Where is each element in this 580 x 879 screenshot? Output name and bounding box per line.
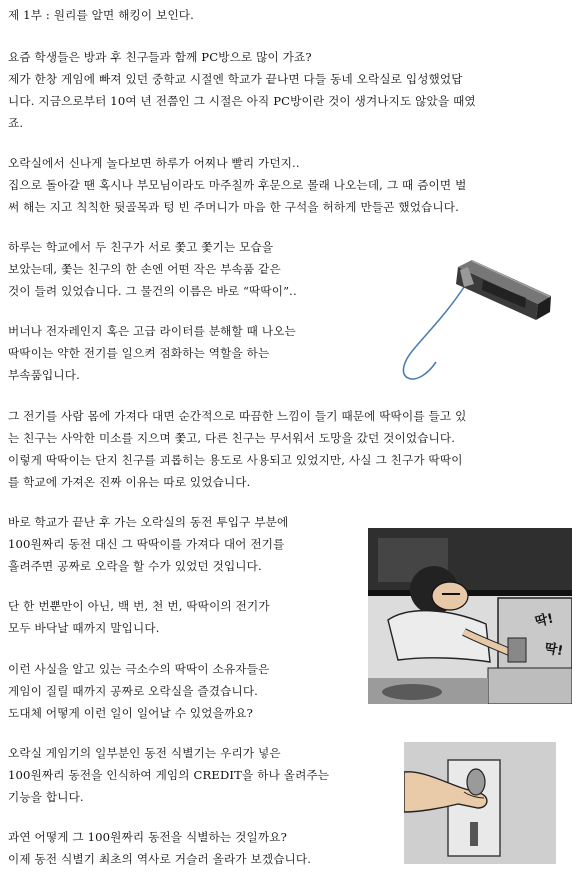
paragraph-10-line: 이제 동전 식별기 최초의 역사로 거슬러 올라가 보겠습니다. (8, 852, 312, 866)
paragraph-7-line: 모두 바닥날 때까지 말입니다. (8, 621, 160, 635)
paragraph-5-line: 를 학교에 가져온 진짜 이유는 따로 있었습니다. (8, 475, 251, 489)
coin-slot-illustration (404, 742, 556, 864)
paragraph-4-line: 버너나 전자레인지 혹은 고급 라이터를 분해할 때 나오는 (8, 324, 296, 338)
paragraph-5-line: 는 친구는 사악한 미소를 지으며 쫓고, 다른 친구는 무서워서 도망을 갔던 것이었습니다. (8, 431, 456, 445)
paragraph-3-line: 것이 들려 있었습니다. 그 물건의 이름은 바로 “딱딱이”.. (8, 284, 297, 298)
paragraph-9-line: 기능을 합니다. (8, 790, 84, 804)
paragraph-9-line: 100원짜리 동전을 인식하여 게임의 CREDIT을 하나 올려주는 (8, 768, 330, 782)
paragraph-6-line: 100원짜리 동전 대신 그 딱딱이를 가져다 대어 전기를 (8, 537, 285, 551)
cartoon-sound-text-1: 딱! (533, 611, 555, 630)
paragraph-1-line: 죠. (8, 116, 24, 130)
paragraph-1-line: 니다. 지금으로부터 10여 년 전쯤인 그 시절은 아직 PC방이란 것이 생겨나지도 않았을 때였 (8, 94, 476, 108)
igniter-illustration (388, 232, 574, 390)
paragraph-3-line: 하루는 학교에서 두 친구가 서로 쫓고 쫓기는 모습을 (8, 240, 274, 254)
paragraph-5-line: 이렇게 딱딱이는 단지 친구를 괴롭히는 용도로 사용되고 있었지만, 사실 그 친구가 딱딱이 (8, 453, 463, 467)
paragraph-4-line: 부속품입니다. (8, 368, 80, 382)
paragraph-4-line: 딱딱이는 약한 전기를 일으켜 점화하는 역할을 하는 (8, 346, 270, 360)
paragraph-2-line: 오락실에서 신나게 놀다보면 하루가 어찌나 빨리 가던지.. (8, 156, 300, 170)
cartoon-sound-text-2: 딱! (543, 641, 565, 660)
paragraph-10-line: 과연 어떻게 그 100원짜리 동전을 식별하는 것일까요? (8, 830, 287, 844)
document-title: 제 1부 : 원리를 알면 해킹이 보인다. (8, 8, 194, 22)
paragraph-1-line: 요즘 학생들은 방과 후 친구들과 함께 PC방으로 많이 가죠? (8, 50, 312, 64)
arcade-cartoon-illustration (368, 528, 572, 704)
paragraph-6-line: 흘려주면 공짜로 오락을 할 수가 있었던 것입니다. (8, 559, 262, 573)
paragraph-3-line: 보았는데, 쫓는 친구의 한 손엔 어떤 작은 부속품 같은 (8, 262, 281, 276)
paragraph-5-line: 그 전기를 사람 몸에 가져다 대면 순간적으로 따끔한 느낌이 들기 때문에 딱딱이를 들고 있 (8, 409, 467, 423)
paragraph-8-line: 이런 사실을 알고 있는 극소수의 딱딱이 소유자들은 (8, 662, 270, 676)
paragraph-8-line: 게임이 질릴 때까지 공짜로 오락실을 즐겼습니다. (8, 684, 259, 698)
paragraph-8-line: 도대체 어떻게 이런 일이 일어날 수 있었을까요? (8, 706, 254, 720)
paragraph-6-line: 바로 학교가 끝난 후 가는 오락실의 동전 투입구 부분에 (8, 515, 289, 529)
paragraph-2-line: 써 해는 지고 칙칙한 뒷골목과 텅 빈 주머니가 마음 한 구석을 허하게 만들곤 했었습니다. (8, 200, 459, 214)
paragraph-1-line: 제가 한창 게임에 빠져 있던 중학교 시절엔 학교가 끝나면 다들 동네 오락실로 입성했었답 (8, 72, 463, 86)
paragraph-7-line: 단 한 번뿐만이 아닌, 백 번, 천 번, 딱딱이의 전기가 (8, 599, 270, 613)
paragraph-9-line: 오락실 게임기의 일부분인 동전 식별기는 우리가 넣은 (8, 746, 281, 760)
paragraph-2-line: 집으로 돌아갈 땐 혹시나 부모님이라도 마주칠까 후문으로 몰래 나오는데, 그 때 즘이면 벌 (8, 178, 467, 192)
